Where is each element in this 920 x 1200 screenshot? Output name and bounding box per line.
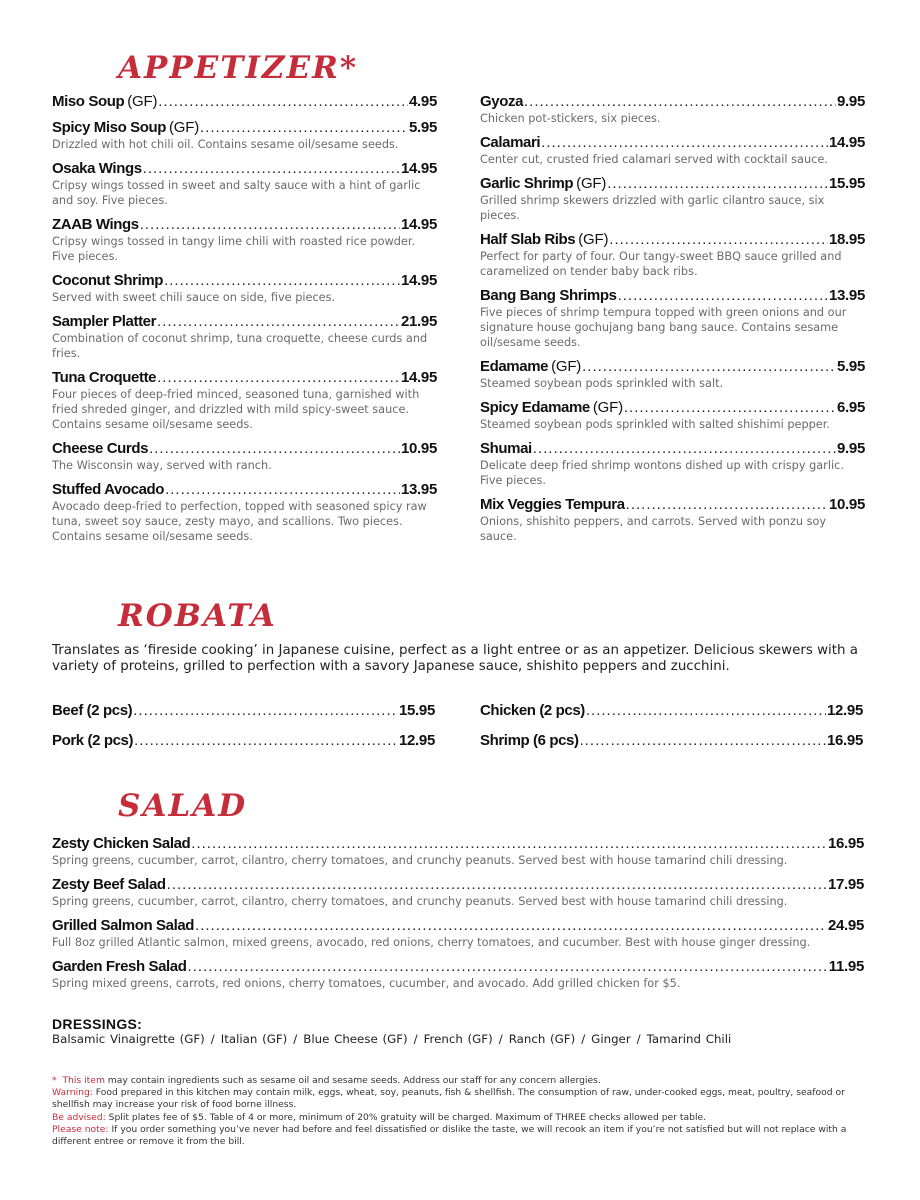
menu-item-price: 16.95 [826,732,863,749]
dot-leader [157,368,400,387]
menu-item-row [52,439,437,458]
dot-leader [133,701,398,720]
menu-item-row [52,731,435,750]
menu-item [52,312,437,361]
dot-leader [586,701,826,720]
menu-item-row [480,398,865,417]
dressing-option: Tamarind Chili [646,1032,732,1046]
gluten-free-tag: (GF) [592,399,623,416]
menu-item-name: Spicy Miso Soup [52,119,167,136]
appetizer-right-column [480,92,865,551]
dot-leader [191,834,827,853]
menu-item-price: 16.95 [827,835,864,852]
footnotes [52,1075,872,1148]
menu-item-name: Stuffed Avocado [52,481,165,498]
menu-item-name: ZAAB Wings [52,216,139,233]
dot-leader [626,495,828,514]
menu-item-row [480,731,863,750]
asterisk-icon: * [52,1075,57,1086]
menu-item-price: 21.95 [400,313,437,330]
menu-item [52,701,435,720]
menu-item-name: Pork (2 pcs) [52,732,134,749]
dot-leader [195,916,827,935]
menu-item-name: Sampler Platter [52,313,157,330]
dot-leader [200,118,408,137]
robata-right-column [480,701,863,761]
menu-item-price: 14.95 [400,216,437,233]
menu-item [52,118,437,152]
menu-item-row [52,916,864,935]
dot-leader [164,271,400,290]
dressing-option: Ginger [591,1032,631,1046]
menu-item-price: 5.95 [837,358,865,375]
menu-item-price: 15.95 [828,175,865,192]
menu-item-name: Edamame [480,358,549,375]
warning-note [52,1087,872,1111]
robata-left-column [52,701,435,761]
menu-item-name: Shumai [480,440,532,457]
menu-item-name: Miso Soup [52,93,125,110]
menu-item-row [480,230,865,249]
menu-item [52,731,435,750]
menu-item-description: Spring mixed greens, carrots, red onions, cherry tomatoes, cucumber, and avocado. Add grilled chicken for $5. [52,977,681,990]
dressing-option: French (GF) [423,1032,493,1046]
menu-item [52,439,437,473]
menu-item [52,368,437,432]
menu-item-description: Center cut, crusted fried calamari served with cocktail sauce. [480,153,828,166]
dressing-option: Ranch (GF) [508,1032,576,1046]
menu-item-row [52,834,864,853]
menu-item-row [480,92,865,111]
dot-leader [140,215,400,234]
menu-item-price: 9.95 [837,440,865,457]
dot-leader [541,133,828,152]
menu-item-row [480,174,865,193]
please-text: If you order something you’ve never had before and feel dissatisfied or dislike the taste, we will recook an item if you’re not satisfied but will not replace with a different entree or remove it from the bill. [52,1123,847,1148]
menu-item-row [480,357,865,376]
menu-item-description: Perfect for party of four. Our tangy-sweet BBQ sauce grilled and caramelized on tender baby back ribs. [480,250,842,278]
menu-item-price: 5.95 [409,119,437,136]
menu-item-description: Full 8oz grilled Atlantic salmon, mixed greens, avocado, red onions, cherry tomatoes, and cucumber. Best with house ginger dressing. [52,936,811,949]
menu-item-name: Mix Veggies Tempura [480,496,625,513]
dot-leader [533,439,836,458]
gluten-free-tag: (GF) [127,93,158,110]
dressing-separator: / [498,1032,503,1046]
menu-item-row [52,215,437,234]
menu-item-price: 14.95 [400,272,437,289]
dressings-title: DRESSINGS: [52,1016,143,1032]
menu-item-name: Zesty Beef Salad [52,876,166,893]
menu-item-row [52,701,435,720]
warning-label: Warning: [52,1087,93,1099]
menu-item-price: 15.95 [398,702,435,719]
menu-item-name: Gyoza [480,93,524,110]
salad-list [52,834,864,998]
menu-item-row [52,875,864,894]
menu-item-description: Delicate deep fried shrimp wontons dished up with crispy garlic. Five pieces. [480,459,844,487]
warning-text: Food prepared in this kitchen may contain milk, eggs, wheat, soy, peanuts, fish & shellfish. The consumption of raw, under-cooked eggs, meat, poultry, seafood or shellfish may increase your risk of food borne illness. [52,1087,845,1111]
dot-leader [624,398,836,417]
menu-item-description: Steamed soybean pods sprinkled with salted shishimi pepper. [480,418,830,431]
dressing-separator: / [293,1032,298,1046]
menu-item [52,480,437,544]
menu-item-price: 24.95 [827,917,864,934]
menu-item [52,957,864,991]
advised-note [52,1112,872,1124]
menu-item [480,731,863,750]
robata-intro: Translates as ‘fireside cooking’ in Japanese cuisine, perfect as a light entree or as an appetizer. Delicious skewers with a variety of proteins, grilled to perfection with a savory Japanese sauce, shishito peppers and zucchini. [52,643,858,674]
menu-item-description: Served with sweet chili sauce on side, five pieces. [52,291,336,304]
menu-item-name: Spicy Edamame [480,399,590,416]
menu-item-description: Cripsy wings tossed in sweet and salty sauce with a hint of garlic and soy. Five pieces. [52,179,421,207]
allergy-note [52,1075,872,1087]
menu-item [480,133,865,167]
menu-item-description: Grilled shrimp skewers drizzled with garlic cilantro sauce, six pieces. [480,194,825,222]
menu-item-price: 13.95 [400,481,437,498]
dressing-separator: / [413,1032,418,1046]
menu-item-price: 14.95 [828,134,865,151]
menu-item-price: 4.95 [409,93,437,110]
gluten-free-tag: (GF) [576,175,607,192]
menu-item-description: Steamed soybean pods sprinkled with salt. [480,377,724,390]
dressing-separator: / [636,1032,641,1046]
menu-item-description: Chicken pot-stickers, six pieces. [480,112,661,125]
menu-item-description: Combination of coconut shrimp, tuna croquette, cheese curds and fries. [52,332,428,360]
dressing-option: Italian (GF) [220,1032,288,1046]
menu-item-row [52,92,437,111]
menu-item-price: 12.95 [398,732,435,749]
menu-item-row [480,133,865,152]
menu-item-description: Drizzled with hot chili oil. Contains sesame oil/sesame seeds. [52,138,399,151]
menu-item-price: 10.95 [400,440,437,457]
menu-item-row [52,957,864,976]
menu-item-price: 18.95 [828,231,865,248]
dressing-option: Blue Cheese (GF) [303,1032,408,1046]
menu-item-row [52,368,437,387]
menu-item-row [52,118,437,137]
menu-item [480,174,865,223]
menu-item-price: 14.95 [400,369,437,386]
menu-item-row [52,159,437,178]
menu-item [52,159,437,208]
menu-item-name: Tuna Croquette [52,369,157,386]
menu-item-row [480,439,865,458]
dot-leader [580,731,826,750]
advised-label: Be advised: [52,1111,106,1123]
menu-item-description: Avocado deep-fried to perfection, topped with seasoned spicy raw tuna, sweet soy sauce, zesty mayo, and scallions. Two pieces. Contains sesame oil/sesame seeds. [52,500,427,543]
dot-leader [607,174,828,193]
dot-leader [582,357,836,376]
gluten-free-tag: (GF) [578,231,609,248]
please-label: Please note: [52,1123,109,1135]
menu-item-row [480,701,863,720]
menu-item-price: 9.95 [837,93,865,110]
salad-title: SALAD [118,788,248,824]
menu-item-name: Coconut Shrimp [52,272,164,289]
dressing-option: Balsamic Vinaigrette (GF) [52,1032,205,1046]
menu-item-name: Zesty Chicken Salad [52,835,191,852]
menu-item-description: Spring greens, cucumber, carrot, cilantro, cherry tomatoes, and crunchy peanuts. Served best with house tamarind chili dressing. [52,854,788,867]
dot-leader [188,957,828,976]
gluten-free-tag: (GF) [169,119,200,136]
menu-item [480,398,865,432]
menu-item-name: Garden Fresh Salad [52,958,187,975]
appetizer-left-column [52,92,437,551]
menu-item-description: Cripsy wings tossed in tangy lime chili with roasted rice powder. Five pieces. [52,235,416,263]
dot-leader [157,312,400,331]
menu-item-row [480,495,865,514]
menu-item [480,439,865,488]
dot-leader [167,875,827,894]
menu-item [480,357,865,391]
allergy-text: may contain ingredients such as sesame oil and sesame seeds. Address our staff for any concern allergies. [104,1075,601,1086]
menu-item-row [480,286,865,305]
allergy-label: This item [62,1075,105,1086]
menu-item-name: Bang Bang Shrimps [480,287,617,304]
dot-leader [143,159,400,178]
menu-item-description: Five pieces of shrimp tempura topped with green onions and our signature house gochujang bang bang sauce. Contains sesame oil/sesame seeds. [480,306,847,349]
menu-item [52,215,437,264]
menu-item-price: 10.95 [828,496,865,513]
menu-item-name: Calamari [480,134,541,151]
menu-item [52,271,437,305]
menu-item-price: 11.95 [828,958,864,975]
menu-item-name: Garlic Shrimp [480,175,574,192]
menu-item [52,92,437,111]
menu-item-name: Grilled Salmon Salad [52,917,195,934]
menu-item [52,916,864,950]
dot-leader [165,480,400,499]
dressing-separator: / [210,1032,215,1046]
menu-item [480,286,865,350]
menu-item-price: 17.95 [827,876,864,893]
menu-item-price: 12.95 [826,702,863,719]
menu-item-description: Four pieces of deep-fried minced, seasoned tuna, garnished with fried shreded ginger, and drizzled with mild spicy-sweet sauce. Contains sesame oil/sesame seeds. [52,388,420,431]
dot-leader [609,230,828,249]
menu-item [52,834,864,868]
please-note [52,1124,872,1148]
robata-title: ROBATA [118,598,277,634]
gluten-free-tag: (GF) [551,358,582,375]
menu-item-name: Half Slab Ribs [480,231,576,248]
menu-item-price: 6.95 [837,399,865,416]
appetizer-title: APPETIZER* [118,50,359,86]
menu-item-description: The Wisconsin way, served with ranch. [52,459,272,472]
advised-text: Split plates fee of $5. Table of 4 or more, minimum of 20% gratuity will be charged. Maximum of THREE checks allowed per table. [105,1111,707,1123]
menu-item-name: Shrimp (6 pcs) [480,732,579,749]
dressing-separator: / [581,1032,586,1046]
menu-item-row [52,312,437,331]
menu-item [480,701,863,720]
menu-item [480,495,865,544]
menu-item-row [52,480,437,499]
menu-item [480,92,865,126]
menu-item [480,230,865,279]
menu-item-description: Onions, shishito peppers, and carrots. Served with ponzu soy sauce. [480,515,827,543]
dot-leader [149,439,400,458]
menu-item-price: 14.95 [400,160,437,177]
menu-item-name: Cheese Curds [52,440,149,457]
menu-item-price: 13.95 [828,287,865,304]
menu-item [52,875,864,909]
dot-leader [134,731,398,750]
dot-leader [524,92,836,111]
menu-item-name: Chicken (2 pcs) [480,702,585,719]
menu-item-name: Beef (2 pcs) [52,702,133,719]
dressings-list [52,1032,731,1046]
menu-item-row [52,271,437,290]
menu-item-description: Spring greens, cucumber, carrot, cilantro, cherry tomatoes, and crunchy peanuts. Served best with house tamarind chili dressing. [52,895,788,908]
dot-leader [158,92,408,111]
dot-leader [618,286,828,305]
menu-item-name: Osaka Wings [52,160,142,177]
